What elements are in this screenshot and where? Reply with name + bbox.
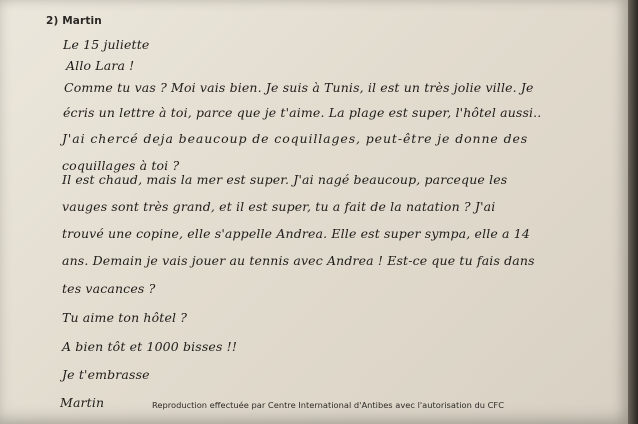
letter-line-10: Tu aime ton hôtel ? <box>62 310 188 325</box>
reproduction-credit: Reproduction effectuée par Centre International d'Antibes avec l'autorisation du CFC <box>152 400 505 410</box>
letter-line-7: trouvé une copine, elle s'appelle Andrea. Elle est super sympa, elle a 14 <box>62 226 530 241</box>
letter-line-6: vauges sont très grand, et il est super, tu a fait de la natation ? J'ai <box>62 199 496 214</box>
letter-line-8: ans. Demain je vais jouer au tennis avec Andrea ! Est-ce que tu fais dans <box>62 253 535 268</box>
letter-date: Le 15 juliette <box>63 37 150 52</box>
letter-line-2: écris un lettre à toi, parce que je t'aime. La plage est super, l'hôtel aussi.. <box>63 105 542 120</box>
letter-signature: Martin <box>60 395 105 410</box>
letter-greeting: Allo Lara ! <box>66 58 135 73</box>
letter-line-1: Comme tu vas ? Moi vais bien. Je suis à Tunis, il est un très jolie ville. Je <box>64 80 534 95</box>
exercise-heading: 2) Martin <box>46 15 102 27</box>
letter-line-9: tes vacances ? <box>62 281 156 296</box>
page-edge-shadow <box>628 0 638 424</box>
letter-line-4: coquillages à toi ? <box>62 158 180 173</box>
letter-closing: Je t'embrasse <box>62 367 150 382</box>
letter-line-3: J'ai chercé deja beaucoup de coquillages, peut-être je donne des <box>62 131 529 146</box>
letter-line-5: Il est chaud, mais la mer est super. J'ai nagé beaucoup, parceque les <box>62 172 508 187</box>
letter-line-11: A bien tôt et 1000 bisses !! <box>62 339 238 354</box>
